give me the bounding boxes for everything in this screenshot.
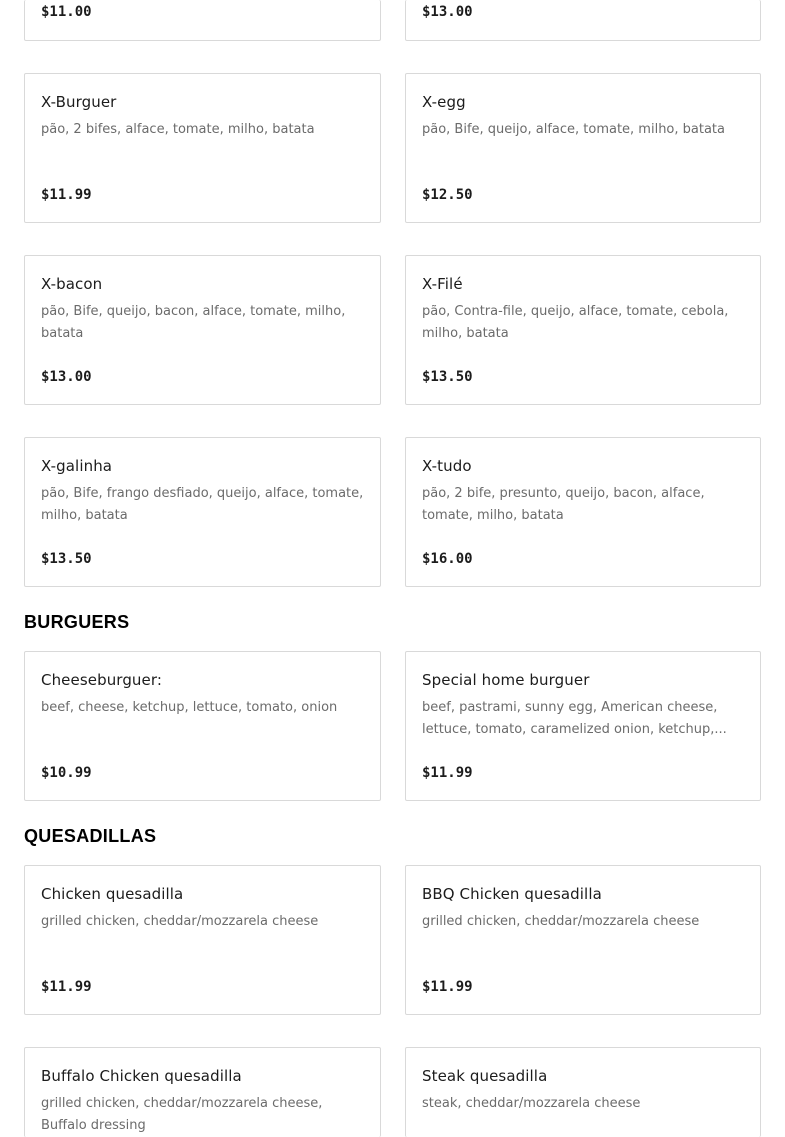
item-name: X-galinha (41, 457, 113, 475)
item-price: $11.99 (422, 765, 473, 781)
menu-item-card[interactable] (24, 73, 381, 223)
item-description: pão, Bife, queijo, alface, tomate, milho, batata (422, 122, 725, 137)
menu-item-card[interactable] (24, 1047, 381, 1137)
menu-item-card[interactable] (405, 865, 761, 1015)
item-description: pão, 2 bifes, alface, tomate, milho, batata (41, 122, 315, 137)
menu-item-card[interactable] (405, 437, 761, 587)
item-price: $11.99 (41, 979, 92, 995)
item-name: BBQ Chicken quesadilla (422, 885, 602, 903)
item-price: $16.00 (422, 551, 473, 567)
menu-item-card[interactable] (405, 0, 761, 41)
menu-grid-quesadillas (24, 865, 761, 1137)
menu-item-card[interactable] (405, 1047, 761, 1137)
item-name: X-tudo (422, 457, 472, 475)
menu-grid-top (24, 0, 761, 41)
item-description: grilled chicken, cheddar/mozzarela cheese (422, 914, 700, 929)
menu-item-card[interactable] (24, 0, 381, 41)
item-description: pão, Bife, frango desfiado, queijo, alface, tomate, milho, batata (41, 486, 364, 523)
item-description: beef, cheese, ketchup, lettuce, tomato, onion (41, 700, 338, 715)
menu-item-card[interactable] (24, 255, 381, 405)
item-price: $11.99 (422, 979, 473, 995)
section-title-quesadillas: QUESADILLAS (24, 826, 157, 846)
item-name: X-egg (422, 93, 466, 111)
item-description: steak, cheddar/mozzarela cheese (422, 1096, 641, 1111)
menu-grid-burguers (24, 651, 761, 801)
item-name: X-Filé (422, 275, 463, 293)
item-name: Cheeseburguer: (41, 671, 163, 689)
item-description: pão, 2 bife, presunto, queijo, bacon, alface, tomate, milho, batata (422, 486, 705, 523)
menu-item-card[interactable] (405, 651, 761, 801)
item-name: X-bacon (41, 275, 103, 293)
item-price: $13.50 (422, 369, 473, 385)
section-title-burguers: BURGUERS (24, 612, 130, 632)
item-price: $13.00 (41, 369, 92, 385)
item-name: X-Burguer (41, 93, 117, 111)
item-price: $13.00 (422, 4, 473, 20)
menu-item-card[interactable] (24, 651, 381, 801)
item-description: pão, Bife, queijo, bacon, alface, tomate, milho, batata (41, 304, 346, 341)
menu-item-card[interactable] (24, 437, 381, 587)
item-name: Buffalo Chicken quesadilla (41, 1067, 242, 1085)
menu-item-card[interactable] (24, 865, 381, 1015)
item-name: Steak quesadilla (422, 1067, 548, 1085)
item-description: beef, pastrami, sunny egg, American cheese, lettuce, tomato, caramelized onion, ketchup,... (422, 700, 727, 737)
item-description: grilled chicken, cheddar/mozzarela cheese (41, 914, 319, 929)
menu-item-card[interactable] (405, 73, 761, 223)
item-price: $11.00 (41, 4, 92, 20)
item-name: Special home burguer (422, 671, 590, 689)
item-description: grilled chicken, cheddar/mozzarela cheese, Buffalo dressing (41, 1096, 323, 1133)
item-price: $11.99 (41, 187, 92, 203)
menu-grid-lanches (24, 73, 761, 587)
item-price: $13.50 (41, 551, 92, 567)
item-price: $10.99 (41, 765, 92, 781)
item-description: pão, Contra-file, queijo, alface, tomate, cebola, milho, batata (422, 304, 729, 341)
item-name: Chicken quesadilla (41, 885, 184, 903)
menu-item-card[interactable] (405, 255, 761, 405)
item-price: $12.50 (422, 187, 473, 203)
